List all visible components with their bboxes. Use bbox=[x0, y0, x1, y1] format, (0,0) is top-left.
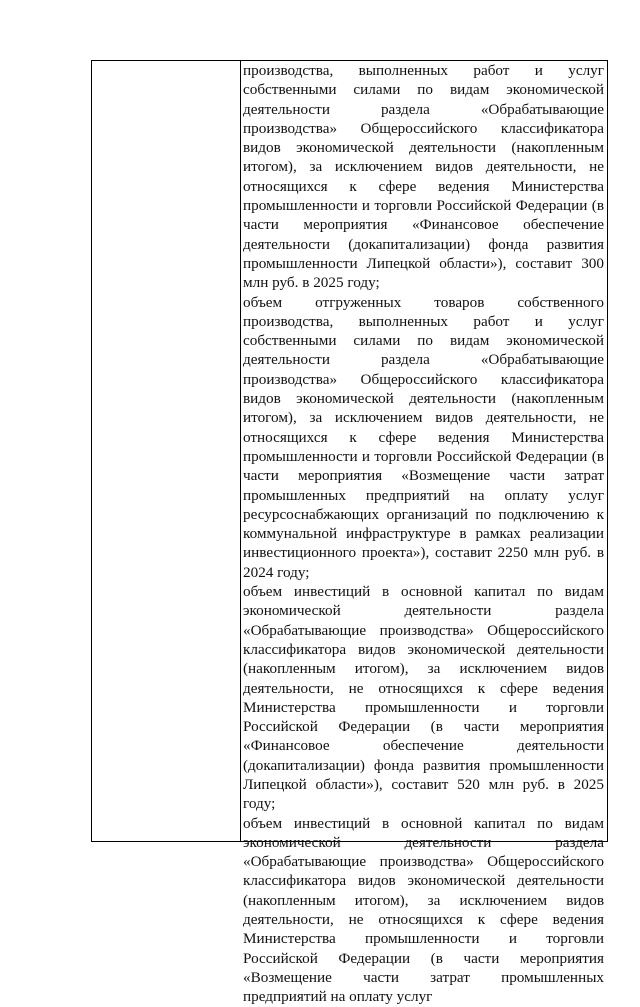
paragraph-1: производства, выполненных работ и услуг собственными силами по видам экономической деятельности раздела «Обрабатывающие производства» Общероссийского классификатора видов экономической деятельности (накопленным итогом), за исключением видов деятельности, не относящихся к сфере ведения Министерства промышленности и торговли Российской Федерации (в части мероприятия «Финансовое обеспечение деятельности (докапитализации) фонда развития промышленности Липецкой области»), составит 300 млн руб. в 2025 году; bbox=[243, 62, 604, 292]
paragraph-2: объем отгруженных товаров собственного производства, выполненных работ и услуг собственными силами по видам экономической деятельности раздела «Обрабатывающие производства» Общероссийского классификатора видов экономической деятельности (накопленным итогом), за исключением видов деятельности, не относящихся к сфере ведения Министерства промышленности и торговли Российской Федерации (в части мероприятия «Возмещение части затрат промышленных предприятий на оплату услуг ресурсоснабжающих организаций по подключению к коммунальной инфраструктуре в рамках реализации инвестиционного проекта»), составит 2250 млн руб. в 2024 году; bbox=[243, 293, 604, 581]
document-table bbox=[91, 60, 608, 1006]
paragraph-4: объем инвестиций в основной капитал по видам экономической деятельности раздела «Обрабатывающие производства» Общероссийского классификатора видов экономической деятельности (накопленным итогом), за исключением видов деятельности, не относящихся к сфере ведения Министерства промышленности и торговли Российской Федерации (в части мероприятия «Возмещение части затрат промышленных предприятий на оплату услуг bbox=[243, 814, 604, 1006]
table-left-column bbox=[92, 61, 241, 841]
table-right-column bbox=[241, 61, 607, 1006]
paragraph-3: объем инвестиций в основной капитал по видам экономической деятельности раздела «Обрабатывающие производства» Общероссийского классификатора видов экономической деятельности (накопленным итогом), за исключением видов деятельности, не относящихся к сфере ведения Министерства промышленности и торговли Российской Федерации (в части мероприятия «Финансовое обеспечение деятельности (докапитализации) фонда развития промышленности Липецкой области»), составит 520 млн руб. в 2025 году; bbox=[243, 583, 604, 813]
